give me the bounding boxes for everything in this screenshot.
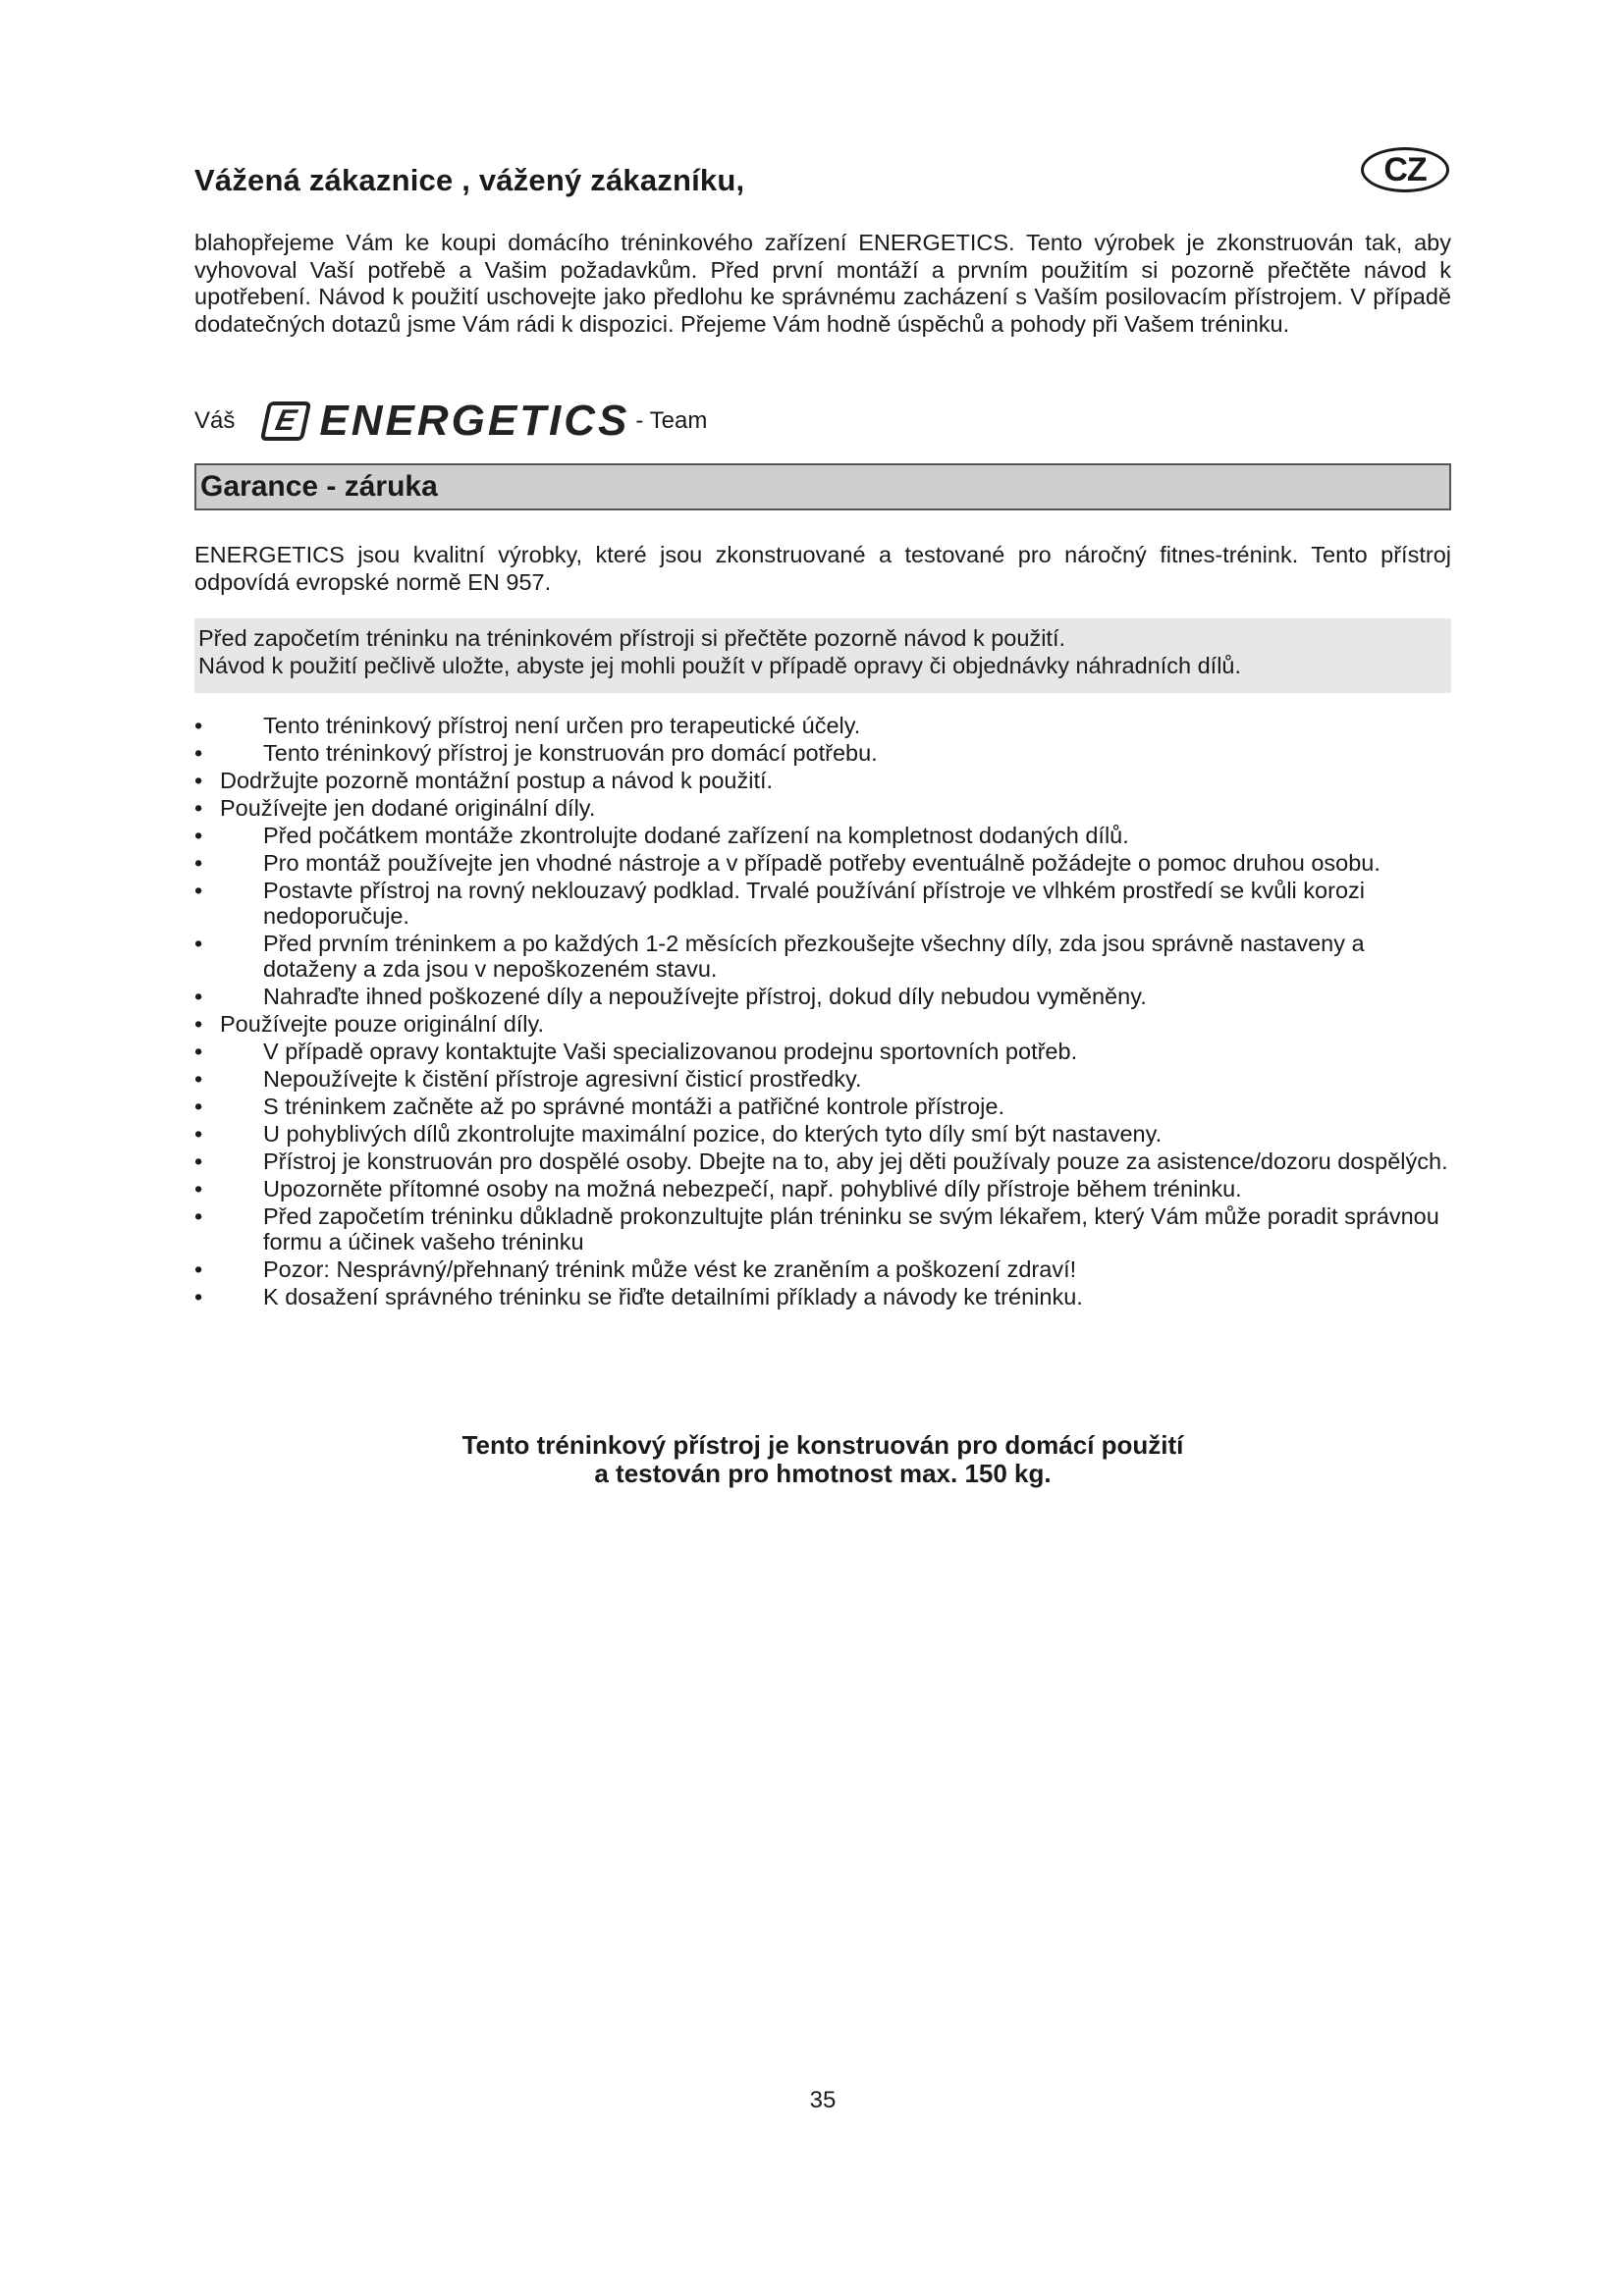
list-item	[194, 768, 1451, 793]
bullet-icon: •	[194, 1176, 203, 1201]
list-item-text: Nepoužívejte k čistění přístroje agresivní čisticí prostředky.	[263, 1066, 862, 1092]
list-item	[194, 1011, 1451, 1037]
list-item	[194, 850, 1451, 876]
list-item-text: Dodržujte pozorně montážní postup a návod k použití.	[220, 768, 774, 793]
intro-paragraph: blahopřejeme Vám ke koupi domácího tréninkového zařízení ENERGETICS. Tento výrobek je zkonstruován tak, aby vyhovoval Vaší potřebě a Vašim požadavkům. Před první montáží a prvním použitím si pozorně přečtěte návod k upotřebení. Návod k použití uschovejte jako předlohu ke správnému zacházení s Vaším posilovacím přístrojem. V případě dodatečných dotazů jsme Vám rádi k dispozici. Přejeme Vám hodně úspěchů a pohody při Vašem tréninku.	[194, 230, 1451, 337]
signature-line	[194, 397, 707, 446]
bullet-icon: •	[194, 1256, 203, 1282]
safety-list	[194, 713, 1451, 1311]
list-item-text: Před započetím tréninku důkladně prokonzultujte plán tréninku se svým lékařem, který Vám může poradit správnou formu a účinek vašeho tréninku	[263, 1203, 1439, 1255]
closing-statement	[194, 1431, 1451, 1488]
bullet-icon: •	[194, 984, 203, 1009]
page-title: Vážená zákaznice , vážený zákazníku,	[194, 163, 745, 197]
list-item	[194, 984, 1451, 1009]
notice-box	[194, 618, 1451, 693]
list-item	[194, 1256, 1451, 1282]
bullet-icon: •	[194, 1011, 203, 1037]
list-item-text: Používejte jen dodané originální díly.	[220, 795, 596, 821]
list-item	[194, 1121, 1451, 1147]
bullet-icon: •	[194, 1203, 203, 1229]
section-heading-guarantee: Garance - záruka	[194, 463, 1451, 510]
list-item-text: Tento tréninkový přístroj není určen pro terapeutické účely.	[263, 713, 861, 738]
list-item-text: Používejte pouze originální díly.	[220, 1011, 545, 1037]
list-item-text: Před počátkem montáže zkontrolujte dodané zařízení na kompletnost dodaných dílů.	[263, 823, 1129, 848]
bullet-icon: •	[194, 931, 203, 956]
bullet-icon: •	[194, 1066, 203, 1092]
list-item-text: Upozorněte přítomné osoby na možná nebezpečí, např. pohyblivé díly přístroje během tréninku.	[263, 1176, 1242, 1201]
list-item	[194, 931, 1451, 982]
bullet-icon: •	[194, 1039, 203, 1064]
list-item-text: Postavte přístroj na rovný neklouzavý podklad. Trvalé používání přístroje ve vlhkém prostředí se kvůli korozi nedoporučuje.	[263, 878, 1365, 929]
list-item	[194, 823, 1451, 848]
bullet-icon: •	[194, 1094, 203, 1119]
list-item-text: Tento tréninkový přístroj je konstruován pro domácí potřebu.	[263, 740, 878, 766]
list-item-text: Pozor: Nesprávný/přehnaný trénink může vést ke zraněním a poškození zdraví!	[263, 1256, 1077, 1282]
list-item	[194, 713, 1451, 738]
bullet-icon: •	[194, 740, 203, 766]
bullet-icon: •	[194, 823, 203, 848]
signature-prefix: Váš	[194, 407, 236, 434]
list-item-text: K dosažení správného tréninku se řiďte detailními příklady a návody ke tréninku.	[263, 1284, 1083, 1309]
list-item	[194, 1094, 1451, 1119]
energetics-logo-icon: E	[260, 401, 312, 441]
bullet-icon: •	[194, 713, 203, 738]
list-item-text: Nahraďte ihned poškozené díly a nepoužívejte přístroj, dokud díly nebudou vyměněny.	[263, 984, 1147, 1009]
bullet-icon: •	[194, 878, 203, 903]
list-item	[194, 1203, 1451, 1255]
list-item	[194, 1039, 1451, 1064]
energetics-logo	[264, 397, 629, 446]
signature-suffix: - Team	[635, 407, 708, 434]
list-item	[194, 878, 1451, 929]
closing-line: a testován pro hmotnost max. 150 kg.	[594, 1459, 1052, 1488]
page-number: 35	[809, 2087, 837, 2113]
list-item	[194, 1176, 1451, 1201]
list-item	[194, 740, 1451, 766]
list-item-text: Před prvním tréninkem a po každých 1-2 měsících přezkoušejte všechny díly, zda jsou správně nastaveny a dotaženy a zda jsou v nepoškozeném stavu.	[263, 931, 1365, 982]
notice-line: Návod k použití pečlivě uložte, abyste jej mohli použít v případě opravy či objednávky náhradních dílů.	[198, 653, 1242, 678]
brand-name: ENERGETICS	[319, 397, 630, 445]
list-item	[194, 795, 1451, 821]
list-item-text: Přístroj je konstruován pro dospělé osoby. Dbejte na to, aby jej děti používaly pouze za asistence/dozoru dospělých.	[263, 1148, 1448, 1174]
guarantee-paragraph: ENERGETICS jsou kvalitní výrobky, které jsou zkonstruované a testované pro náročný fitnes-trénink. Tento přístroj odpovídá evropské normě EN 957.	[194, 542, 1451, 595]
bullet-icon: •	[194, 850, 203, 876]
list-item	[194, 1066, 1451, 1092]
bullet-icon: •	[194, 1284, 203, 1309]
bullet-icon: •	[194, 1148, 203, 1174]
bullet-icon: •	[194, 768, 203, 793]
list-item	[194, 1148, 1451, 1174]
list-item-text: V případě opravy kontaktujte Vaši specializovanou prodejnu sportovních potřeb.	[263, 1039, 1078, 1064]
bullet-icon: •	[194, 795, 203, 821]
bullet-icon: •	[194, 1121, 203, 1147]
list-item-text: U pohyblivých dílů zkontrolujte maximální pozice, do kterých tyto díly smí být nastaveny.	[263, 1121, 1163, 1147]
language-badge: CZ	[1361, 147, 1449, 192]
list-item-text: Pro montáž používejte jen vhodné nástroje a v případě potřeby eventuálně požádejte o pomoc druhou osobu.	[263, 850, 1380, 876]
list-item	[194, 1284, 1451, 1309]
closing-line: Tento tréninkový přístroj je konstruován pro domácí použití	[461, 1430, 1184, 1460]
list-item-text: S tréninkem začněte až po správné montáži a patřičné kontrole přístroje.	[263, 1094, 1004, 1119]
notice-line: Před započetím tréninku na tréninkovém přístroji si přečtěte pozorně návod k použití.	[198, 625, 1066, 651]
